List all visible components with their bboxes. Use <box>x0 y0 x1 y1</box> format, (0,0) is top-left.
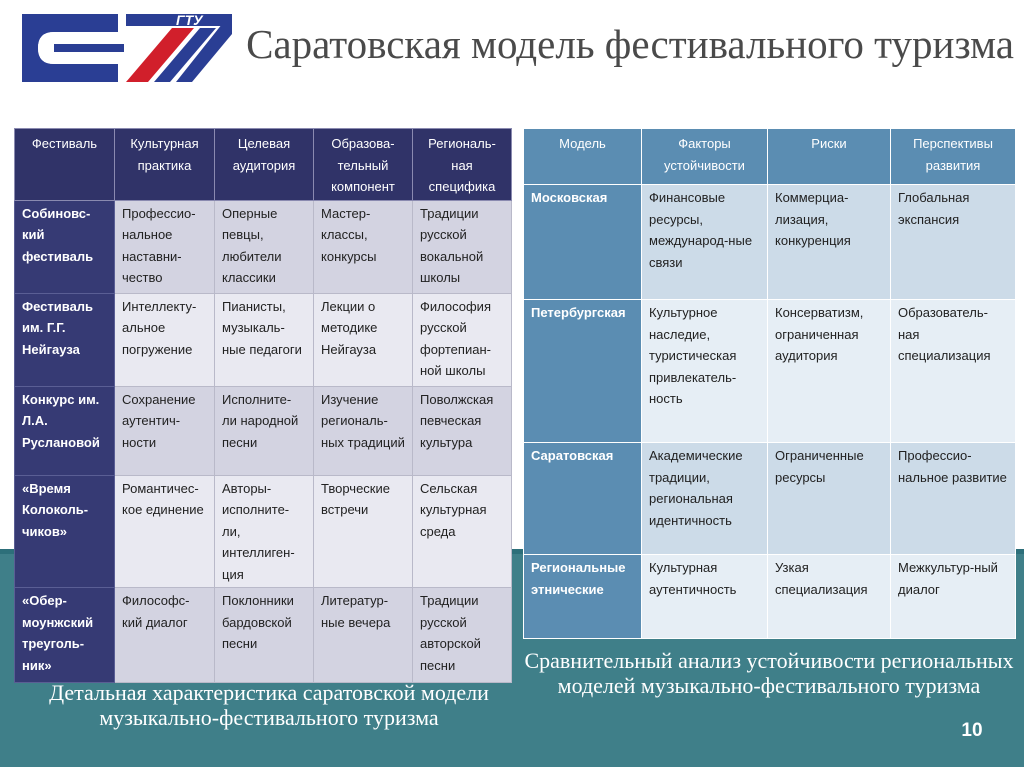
table-cell: Оперные певцы, любители классики <box>215 200 314 293</box>
header-risks: Риски <box>768 129 891 185</box>
table-cell: Мастер-классы, конкурсы <box>314 200 413 293</box>
table-row <box>524 300 1016 443</box>
header-sustainability-factors: Факторы устойчивости <box>642 129 768 185</box>
festival-characteristics-table <box>14 128 512 683</box>
table-cell: Авторы-исполните-ли, интеллиген-ция <box>215 475 314 588</box>
header-development-prospects: Перспективы развития <box>891 129 1016 185</box>
header-cultural-practice: Культурная практика <box>115 129 215 201</box>
table-cell: Философс-кий диалог <box>115 588 215 683</box>
table-cell: Академические традиции, региональная идентичность <box>642 443 768 555</box>
table-cell: Традиции русской авторской песни <box>413 588 512 683</box>
festival-name: Фестиваль им. Г.Г. Нейгауза <box>15 293 115 386</box>
table-cell: Интеллекту-альное погружение <box>115 293 215 386</box>
model-name: Региональные этнические <box>524 555 642 639</box>
table-cell: Профессио-нальное развитие <box>891 443 1016 555</box>
table-cell: Консерватизм, ограниченная аудитория <box>768 300 891 443</box>
table-cell: Исполните-ли народной песни <box>215 386 314 475</box>
table-cell: Межкультур-ный диалог <box>891 555 1016 639</box>
table-cell: Финансовые ресурсы, международ-ные связи <box>642 185 768 300</box>
page-number: 10 <box>961 720 983 741</box>
slide-title: Саратовская модель фестивального туризма <box>246 21 1014 67</box>
table-cell: Романтичес-кое единение <box>115 475 215 588</box>
table-cell: Глобальная экспансия <box>891 185 1016 300</box>
model-name: Петербургская <box>524 300 642 443</box>
model-name: Московская <box>524 185 642 300</box>
right-table-caption: Сравнительный анализ устойчивости региональных моделей музыкально-фестивального туризма <box>524 648 1014 698</box>
header-model: Модель <box>524 129 642 185</box>
table-row <box>15 475 512 588</box>
model-comparison-table <box>523 128 1016 639</box>
table-cell: Культурная аутентичность <box>642 555 768 639</box>
header-festival: Фестиваль <box>15 129 115 201</box>
table-row <box>15 200 512 293</box>
table-cell: Пианисты, музыкаль-ные педагоги <box>215 293 314 386</box>
festival-name: Конкурс им. Л.А. Руслановой <box>15 386 115 475</box>
table-cell: Сохранение аутентич-ности <box>115 386 215 475</box>
table-row <box>524 555 1016 639</box>
table-row <box>524 443 1016 555</box>
left-table-caption: Детальная характеристика саратовской модели музыкально-фестивального туризма <box>49 680 489 730</box>
table-cell: Культурное наследие, туристическая привлекатель-ность <box>642 300 768 443</box>
table-cell: Сельская культурная среда <box>413 475 512 588</box>
table-cell: Профессио-нальное наставни-чество <box>115 200 215 293</box>
table-row <box>524 185 1016 300</box>
table-cell: Поволжская певческая культура <box>413 386 512 475</box>
table-cell: Поклонники бардовской песни <box>215 588 314 683</box>
header-educational-component: Образова-тельный компонент <box>314 129 413 201</box>
table-cell: Образователь-ная специализация <box>891 300 1016 443</box>
table-row <box>15 293 512 386</box>
table-cell: Творческие встречи <box>314 475 413 588</box>
table-row <box>15 588 512 683</box>
table-row <box>15 386 512 475</box>
table-cell: Ограниченные ресурсы <box>768 443 891 555</box>
header-target-audience: Целевая аудитория <box>215 129 314 201</box>
table-cell: Коммерциа-лизация, конкуренция <box>768 185 891 300</box>
svg-text:ГТУ: ГТУ <box>176 12 203 28</box>
header-regional-specifics: Региональ-ная специфика <box>413 129 512 201</box>
table-cell: Традиции русской вокальной школы <box>413 200 512 293</box>
festival-name: «Обер-моунжский треуголь-ник» <box>15 588 115 683</box>
table-cell: Лекции о методике Нейгауза <box>314 293 413 386</box>
model-name: Саратовская <box>524 443 642 555</box>
table-cell: Изучение региональ-ных традиций <box>314 386 413 475</box>
table-cell: Узкая специализация <box>768 555 891 639</box>
table-cell: Литератур-ные вечера <box>314 588 413 683</box>
festival-name: Собиновс-кий фестиваль <box>15 200 115 293</box>
table-cell: Философия русской фортепиан-ной школы <box>413 293 512 386</box>
festival-name: «Время Колоколь-чиков» <box>15 475 115 588</box>
university-logo <box>14 8 232 86</box>
